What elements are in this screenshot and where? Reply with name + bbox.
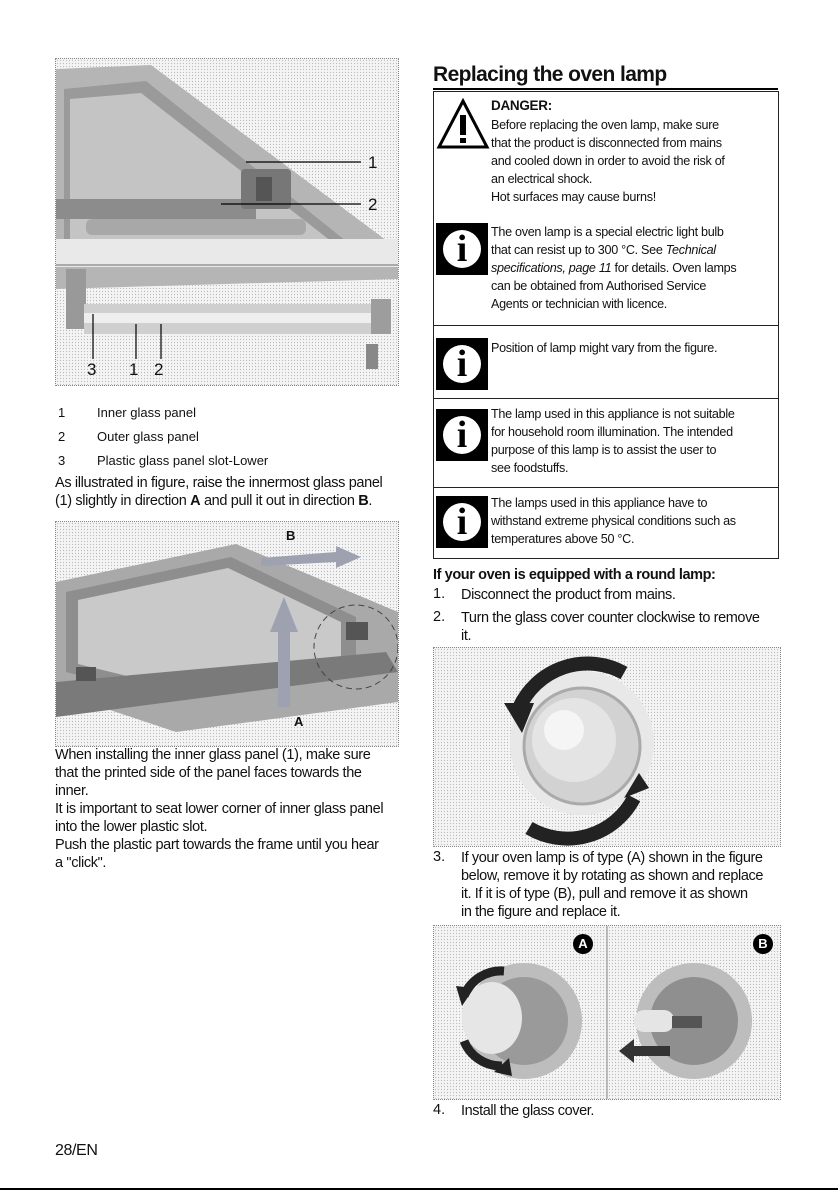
legend-text-3: Plastic glass panel slot-Lower (97, 453, 269, 468)
line2-part3: . (368, 493, 373, 509)
note-line-1: When installing the inner glass panel (1), make sure (55, 747, 371, 763)
section-heading: Replacing the oven lamp (433, 63, 667, 86)
legend-num-1: 1 (58, 405, 66, 420)
figure-remove-glass (55, 521, 399, 747)
note-line-4: It is important to seat lower corner of inner glass panel (55, 801, 384, 817)
remove-glass-illustration (56, 522, 398, 746)
badge-a (573, 934, 593, 954)
step-3-line-3: it. If it is of type (B), pull and remove it as shown (461, 886, 748, 902)
legend-text-1: Inner glass panel (97, 405, 197, 420)
step-3-line-1: If your oven lamp is of type (A) shown in the figure (461, 850, 763, 866)
info3-line-4: see foodstuffs. (491, 461, 569, 475)
info3-line-1: The lamp used in this appliance is not suitable (491, 407, 735, 421)
info4-line-2: withstand extreme physical conditions such as (491, 514, 736, 528)
step-3-number: 3. (433, 849, 446, 865)
note-line-7: a "click". (55, 855, 107, 871)
direction-b: B (358, 493, 369, 509)
danger-title: DANGER: (491, 98, 552, 113)
danger-line-4: an electrical shock. (491, 172, 593, 186)
step-1-line-1: Disconnect the product from mains. (461, 587, 676, 603)
info-box-lamp-conditions (433, 487, 779, 559)
callout-2: 2 (368, 195, 378, 214)
info-icon: i (436, 223, 488, 275)
step-4-line-1: Install the glass cover. (461, 1103, 595, 1119)
figure-lamp-types (433, 925, 781, 1100)
step-2-line-2: it. (461, 628, 472, 644)
info1-line-4: can be obtained from Authorised Service (491, 279, 707, 293)
direction-a: A (190, 493, 201, 509)
info4-line-3: temperatures above 50 °C. (491, 532, 635, 546)
info3-line-3: purpose of this lamp is to assist the user to (491, 443, 717, 457)
danger-line-5: Hot surfaces may cause burns! (491, 190, 656, 204)
danger-line-3: and cooled down in order to avoid the risk of (491, 154, 725, 168)
danger-box (433, 91, 779, 216)
glass-panel-illustration (56, 59, 398, 385)
info-icon: i (436, 338, 488, 390)
legend-text-2: Outer glass panel (97, 429, 199, 444)
info1-line-5: Agents or technician with licence. (491, 297, 668, 311)
note-line-6: Push the plastic part towards the frame until you hear (55, 837, 379, 853)
step-2-text (461, 609, 781, 645)
step-1-text (461, 586, 781, 604)
legend-num-2: 2 (58, 429, 66, 444)
info4-text (491, 494, 778, 548)
step-2-line-1: Turn the glass cover counter clockwise to remove (461, 610, 760, 626)
info1-line-3b: for details. Oven lamps (611, 261, 737, 275)
danger-line-2: that the product is disconnected from mains (491, 136, 722, 150)
info2-text (491, 339, 778, 357)
danger-line-1: Before replacing the oven lamp, make sure (491, 118, 719, 132)
line2-part2: and pull it out in direction (200, 493, 359, 509)
info3-line-2: for household room illumination. The intended (491, 425, 733, 439)
info-icon: i (436, 496, 488, 548)
step-1-number: 1. (433, 586, 446, 602)
callout-1-bottom: 1 (129, 360, 139, 379)
paragraph-illustrated-line2 (55, 492, 405, 510)
figure-label-b: B (286, 528, 296, 543)
info1-line-1: The oven lamp is a special electric light bulb (491, 225, 724, 239)
info1-line-3 (491, 259, 778, 277)
step-3-text (461, 849, 791, 921)
callout-3-bottom: 3 (87, 360, 97, 379)
figure-round-lamp-cover (433, 647, 781, 847)
paragraph-illustrated-line1: As illustrated in figure, raise the innermost glass panel (55, 475, 383, 491)
lamp-types-illustration (434, 926, 780, 1099)
info2-line-1: Position of lamp might vary from the figure. (491, 341, 718, 355)
info-box-lamp-spec (433, 215, 779, 326)
specifications-link: specifications, page 11 (491, 261, 612, 275)
info-box-lamp-position (433, 325, 779, 399)
bottom-rule (0, 1188, 838, 1190)
step-2-number: 2. (433, 609, 446, 625)
info1-line-2a: that can resist up to 300 °C. See (491, 243, 666, 257)
step-3-line-4: in the figure and replace it. (461, 904, 621, 920)
danger-text (491, 116, 776, 206)
info3-text (491, 405, 778, 477)
installing-notes (55, 746, 415, 872)
info4-line-1: The lamps used in this appliance have to (491, 496, 708, 510)
note-line-5: into the lower plastic slot. (55, 819, 208, 835)
info-icon: i (436, 409, 488, 461)
round-lamp-subheading: If your oven is equipped with a round lamp: (433, 567, 716, 583)
info-box-lamp-purpose (433, 398, 779, 488)
note-line-2: that the printed side of the panel faces towards the (55, 765, 362, 781)
badge-b (753, 934, 773, 954)
paragraph-illustrated (55, 474, 405, 510)
figure-label-a: A (294, 714, 304, 729)
page-number: 28/EN (55, 1142, 98, 1159)
heading-underline (433, 88, 778, 90)
technical-link: Technical (665, 243, 716, 257)
step-3-line-2: below, remove it by rotating as shown and replace (461, 868, 763, 884)
step-4-text (461, 1102, 781, 1120)
callout-2-bottom: 2 (154, 360, 164, 379)
note-line-3: inner. (55, 783, 89, 799)
legend-num-3: 3 (58, 453, 66, 468)
figure-glass-panels (55, 58, 399, 386)
badge-a-label: A (578, 936, 588, 951)
step-4-number: 4. (433, 1102, 446, 1118)
info1-text (491, 223, 778, 313)
callout-1: 1 (368, 153, 378, 172)
info1-line-2 (491, 241, 778, 259)
badge-b-label: B (758, 936, 768, 951)
warning-icon (436, 98, 490, 150)
round-lamp-illustration (434, 648, 780, 846)
line2-part1: (1) slightly in direction (55, 493, 191, 509)
